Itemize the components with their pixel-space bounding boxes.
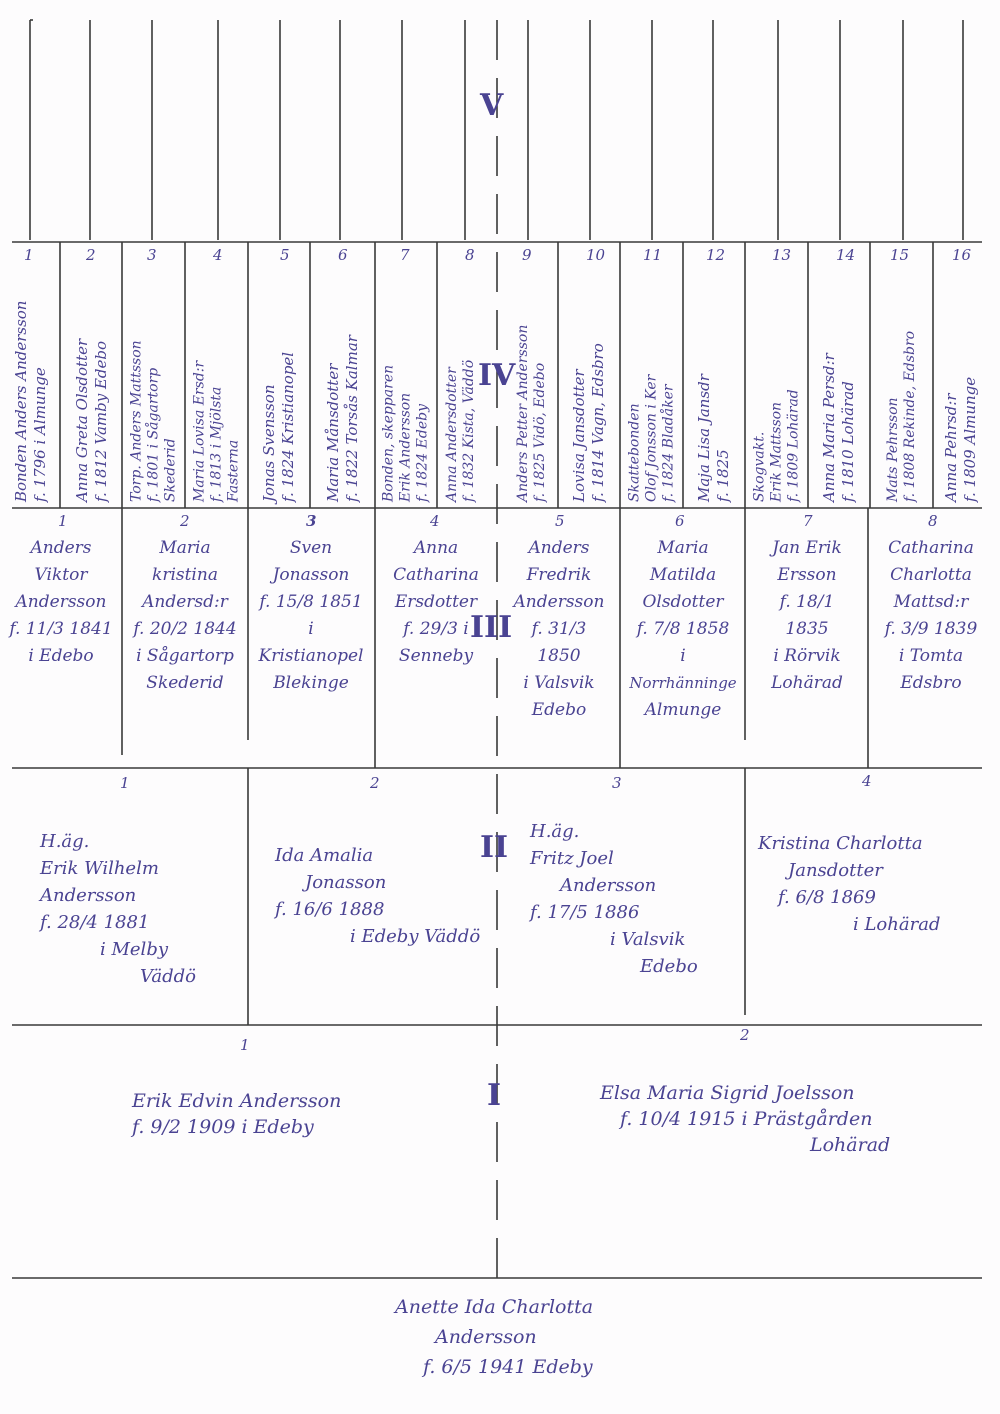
g2-line: Edebo xyxy=(640,956,698,977)
g1-line: Elsa Maria Sigrid Joelsson xyxy=(600,1082,855,1104)
g3-line: Lohärad xyxy=(771,673,843,693)
g4-line: Maria Månsdotter xyxy=(323,363,342,502)
g3-line: Edebo xyxy=(531,700,587,720)
g3-line: Andersson xyxy=(15,592,107,612)
g4-line: f. 1832 Kista, Väddö xyxy=(461,359,477,502)
g2-number: 4 xyxy=(862,772,872,790)
g4-entry xyxy=(62,262,122,502)
g3-line: i xyxy=(680,646,686,666)
g4-line: Skederid xyxy=(162,438,178,502)
g4-line: Olof Jonsson i Ker xyxy=(643,374,659,502)
g4-line: f. 1813 i Mjölsta xyxy=(208,386,224,502)
g4-line: f. 1809 Almunge xyxy=(960,376,979,502)
g2-line: H.äg. xyxy=(530,821,580,842)
g4-line: Bonden Anders Andersson xyxy=(12,300,30,502)
g3-line: f. 29/3 i xyxy=(403,619,469,639)
g3-line: Ersson xyxy=(777,565,837,585)
g4-line: f. 1809 Lohärad xyxy=(785,389,801,502)
g2-line: Andersson xyxy=(40,885,137,906)
g4-line: f. 1796 i Almunge xyxy=(31,367,49,502)
g3-line: Matilda xyxy=(649,565,717,585)
g4-line: f. 1824 Edeby xyxy=(414,404,431,502)
g2-line: Väddö xyxy=(140,966,196,987)
g2-number: 1 xyxy=(120,774,130,792)
g1-line: Lohärad xyxy=(810,1134,891,1156)
subject-line: Anette Ida Charlotta xyxy=(395,1296,594,1318)
g4-entry xyxy=(808,262,870,502)
g3-line: Maria xyxy=(159,538,211,558)
g2-line: i Edeby Väddö xyxy=(350,926,481,947)
g3-number: 2 xyxy=(180,512,190,530)
g4-number: 11 xyxy=(643,246,663,264)
g4-line: Anders Petter Andersson xyxy=(514,324,531,502)
g4-number: 4 xyxy=(213,246,223,264)
g1-line: Erik Edvin Andersson xyxy=(132,1090,342,1112)
g4-entry xyxy=(745,262,808,502)
g3-number: 1 xyxy=(58,512,68,530)
g3-line: i Sågartorp xyxy=(136,646,234,666)
g4-line: f. 1812 Vamby Edebo xyxy=(92,340,110,502)
g3-line: i Tomta xyxy=(898,646,964,666)
g4-line: Anna Andersdotter xyxy=(444,367,460,502)
g1-line: f. 10/4 1915 i Prästgården xyxy=(620,1108,873,1130)
g4-line: f. 1814 Vagn, Edsbro xyxy=(589,343,607,502)
g3-entry xyxy=(377,535,495,670)
generation-label-ii: II xyxy=(480,830,509,865)
g2-line: Jansdotter xyxy=(788,860,883,881)
g2-entry xyxy=(530,818,750,980)
g3-line: Catharina xyxy=(888,538,974,558)
g4-line: Skattebonden xyxy=(626,403,642,502)
g3-line: Maria xyxy=(657,538,709,558)
g4-number: 5 xyxy=(280,246,290,264)
g4-number: 7 xyxy=(400,246,410,264)
g2-line: i Lohärad xyxy=(853,914,941,935)
g3-number: 5 xyxy=(555,512,565,530)
g4-entry xyxy=(620,262,683,502)
g3-line: Anders xyxy=(528,538,590,558)
g3-entry xyxy=(872,535,990,697)
g4-entry xyxy=(375,262,437,502)
g4-number: 15 xyxy=(890,246,910,264)
g2-entry xyxy=(758,830,978,938)
g3-line: Edsbro xyxy=(900,673,962,693)
g3-line: f. 11/3 1841 xyxy=(9,619,113,639)
g4-number: 1 xyxy=(24,246,34,264)
g3-line: Ersdotter xyxy=(394,592,478,612)
g3-line: Blekinge xyxy=(273,673,349,693)
g4-entry xyxy=(683,262,745,502)
g4-number: 3 xyxy=(147,246,157,264)
g2-line: f. 28/4 1881 xyxy=(40,912,150,933)
g4-line: Bonden, skepparen xyxy=(380,364,397,502)
subject-line: Andersson xyxy=(435,1326,537,1348)
g3-line: Andersson xyxy=(513,592,605,612)
g3-line: f. 31/3 xyxy=(531,619,587,639)
g2-entry xyxy=(275,842,495,950)
g4-line: f. 1824 Kristianopel xyxy=(279,351,297,502)
g4-entry xyxy=(870,262,933,502)
g3-line: f. 7/8 1858 xyxy=(636,619,730,639)
g2-line: H.äg. xyxy=(40,831,90,852)
g1-line: f. 9/2 1909 i Edeby xyxy=(132,1116,314,1138)
g4-line: Anna Pehrsd:r xyxy=(941,393,960,502)
g2-line: Fritz Joel xyxy=(530,848,614,869)
g3-entry xyxy=(748,535,866,697)
subject-entry xyxy=(385,1292,685,1382)
g4-entry xyxy=(437,262,485,502)
g3-line: 1850 xyxy=(537,646,581,666)
g3-line: Skederid xyxy=(146,673,224,693)
g3-line: Jonasson xyxy=(272,565,350,585)
g4-line: Anna Maria Persd:r xyxy=(820,353,838,502)
g4-number: 8 xyxy=(465,246,475,264)
g4-number: 9 xyxy=(522,246,532,264)
g4-line: f. 1808 Rekinde, Edsbro xyxy=(901,330,918,502)
g4-line: f. 1810 Lohärad xyxy=(839,381,857,502)
g3-number: 6 xyxy=(675,512,685,530)
generation-label-i: I xyxy=(487,1078,502,1113)
g3-line: i Rörvik xyxy=(773,646,841,666)
g2-line: Erik Wilhelm xyxy=(40,858,159,879)
g3-line: Catharina xyxy=(393,565,479,585)
g3-line: kristina xyxy=(152,565,218,585)
g4-line: Maria Lovisa Ersd:r xyxy=(191,360,207,502)
g3-entry xyxy=(2,535,120,670)
g4-number: 16 xyxy=(952,246,972,264)
g1-number: 2 xyxy=(740,1026,750,1044)
g3-line: f. 3/9 1839 xyxy=(884,619,978,639)
g3-line: Mattsd:r xyxy=(893,592,969,612)
g2-line: i Melby xyxy=(100,939,169,960)
g4-line: f. 1825 Vidö, Edebo xyxy=(531,362,548,502)
g4-line: Torp. Anders Mattsson xyxy=(128,340,144,502)
g3-entry xyxy=(252,535,370,697)
g3-line: i xyxy=(308,619,314,639)
g3-line: i Edebo xyxy=(28,646,94,666)
g4-line: f. 1824 Bladåker xyxy=(660,384,676,502)
g3-line: Senneby xyxy=(398,646,474,666)
g4-line: Fasterna xyxy=(225,439,241,502)
g4-line: Lovisa Jansdotter xyxy=(570,369,588,502)
generation-label-iii: III xyxy=(470,610,513,645)
g4-line: Skogvakt. xyxy=(751,431,767,502)
g4-entry xyxy=(185,262,248,502)
g4-line: f. 1825 xyxy=(714,449,732,502)
subject-line: f. 6/5 1941 Edeby xyxy=(423,1356,593,1378)
g4-line: f. 1822 Torsås Kalmar xyxy=(342,335,361,502)
g4-entry xyxy=(122,262,185,502)
g2-line: f. 6/8 1869 xyxy=(778,887,876,908)
g2-line: Jonasson xyxy=(305,872,387,893)
g2-line: Andersson xyxy=(560,875,657,896)
g4-entry xyxy=(2,262,60,502)
g4-number: 14 xyxy=(836,246,856,264)
g2-line: i Valsvik xyxy=(610,929,686,950)
g3-line: Olsdotter xyxy=(642,592,724,612)
g2-number: 3 xyxy=(612,774,622,792)
g2-line: f. 16/6 1888 xyxy=(275,899,385,920)
g1-number: 1 xyxy=(240,1036,250,1054)
g4-line: Jonas Svensson xyxy=(260,384,278,502)
generation-label-iv: IV xyxy=(478,358,516,393)
g3-entry xyxy=(624,535,742,724)
g4-entry xyxy=(558,262,620,502)
g3-line: Andersd:r xyxy=(142,592,228,612)
g3-number: 3 xyxy=(306,512,317,530)
g4-number: 13 xyxy=(772,246,792,264)
g3-number: 7 xyxy=(803,512,813,530)
g4-number: 12 xyxy=(706,246,726,264)
g1-entry xyxy=(600,1080,890,1158)
g2-line: Ida Amalia xyxy=(275,845,374,866)
g3-line: Charlotta xyxy=(890,565,972,585)
g3-line: Jan Erik xyxy=(772,538,842,558)
g4-number: 10 xyxy=(586,246,606,264)
g4-line: Erik Andersson xyxy=(397,392,414,502)
g3-line: 1835 xyxy=(785,619,829,639)
g3-number: 4 xyxy=(430,512,440,530)
g3-line: Viktor xyxy=(34,565,88,585)
g3-line: Almunge xyxy=(644,700,722,720)
g3-line: f. 18/1 xyxy=(779,592,835,612)
g3-entry xyxy=(126,535,244,697)
g2-entry xyxy=(40,828,260,990)
g4-line: Anna Greta Olsdotter xyxy=(73,338,91,502)
g4-entry xyxy=(310,262,375,502)
g3-entry xyxy=(500,535,618,724)
g3-number: 8 xyxy=(928,512,938,530)
g3-line: Norrhänninge xyxy=(629,674,737,692)
g2-line: f. 17/5 1886 xyxy=(530,902,640,923)
g3-line: Sven xyxy=(289,538,333,558)
g3-line: Anders xyxy=(30,538,92,558)
g3-line: i Valsvik xyxy=(523,673,595,693)
g4-number: 6 xyxy=(338,246,348,264)
g4-entry xyxy=(505,262,558,502)
generation-label-v: V xyxy=(480,88,504,123)
g4-line: Erik Mattsson xyxy=(768,401,784,502)
g1-entry xyxy=(132,1088,341,1140)
g4-number: 2 xyxy=(86,246,96,264)
g3-line: Kristianopel xyxy=(258,646,364,666)
g4-entry xyxy=(933,262,988,502)
g3-line: Fredrik xyxy=(526,565,592,585)
g4-line: f. 1801 i Sågartorp xyxy=(145,367,161,502)
g3-line: f. 15/8 1851 xyxy=(259,592,363,612)
g4-line: Mats Pehrsson xyxy=(884,397,901,502)
g2-line: Kristina Charlotta xyxy=(758,833,923,854)
g3-line: Anna xyxy=(413,538,459,558)
g4-entry xyxy=(248,262,310,502)
g4-line: Maja Lisa Jansdr xyxy=(695,374,713,502)
g2-number: 2 xyxy=(370,774,380,792)
g3-line: f. 20/2 1844 xyxy=(133,619,237,639)
